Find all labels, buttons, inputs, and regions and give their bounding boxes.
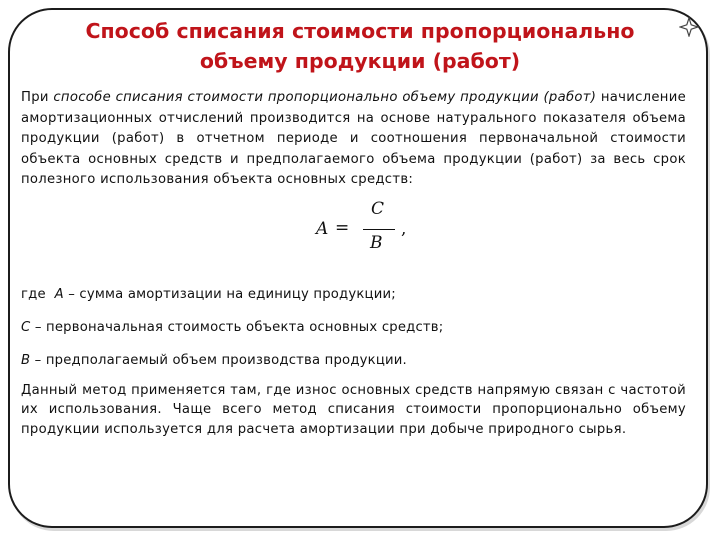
formula-denominator: B [370,232,383,253]
definition-text-b: – предполагаемый объем производства продукции. [34,352,407,368]
intro-rest: начисление амортизационных отчислений производится на основе натурального показателя объема продукции (работ) в отчетном периоде и соотношения первоначальной стоимости объекта основных средств и предполагаемого объема продукции (работ) за весь срок полезного использования объекта основных средств: [21,90,686,187]
slide-body [21,88,686,439]
formula-lhs: A [316,218,329,239]
formula-numerator: C [371,198,385,219]
definition-symbol-a: А [54,286,64,302]
definition-symbol-b: В [21,352,31,368]
star-icon [679,17,699,37]
intro-lead: При [21,90,49,105]
intro-paragraph [21,88,686,191]
definition-a [21,285,686,305]
method-usage-paragraph: Данный метод применяется там, где износ основных средств напрямую связан с частотой их использования. Чаще всего метод списания стоимости пропорционально объему продукции используется для расчета амортизации при добыче природного сырья. [21,382,686,437]
amortization-formula [21,199,686,277]
definition-symbol-c: С [21,319,31,335]
definition-text-c: – первоначальная стоимость объекта основных средств; [34,319,444,335]
formula-comma: , [401,218,407,239]
slide-title: Способ списания стоимости пропорционально объему продукции (работ) [85,19,635,73]
formula-equals: = [335,217,350,238]
fraction-bar [363,229,395,230]
definition-b [21,351,686,371]
definition-text-a: – сумма амортизации на единицу продукции; [68,286,396,302]
definition-prefix: где [21,286,46,302]
method-name: способе списания стоимости пропорционально объему продукции (работ) [53,90,597,105]
definition-c [21,318,686,338]
